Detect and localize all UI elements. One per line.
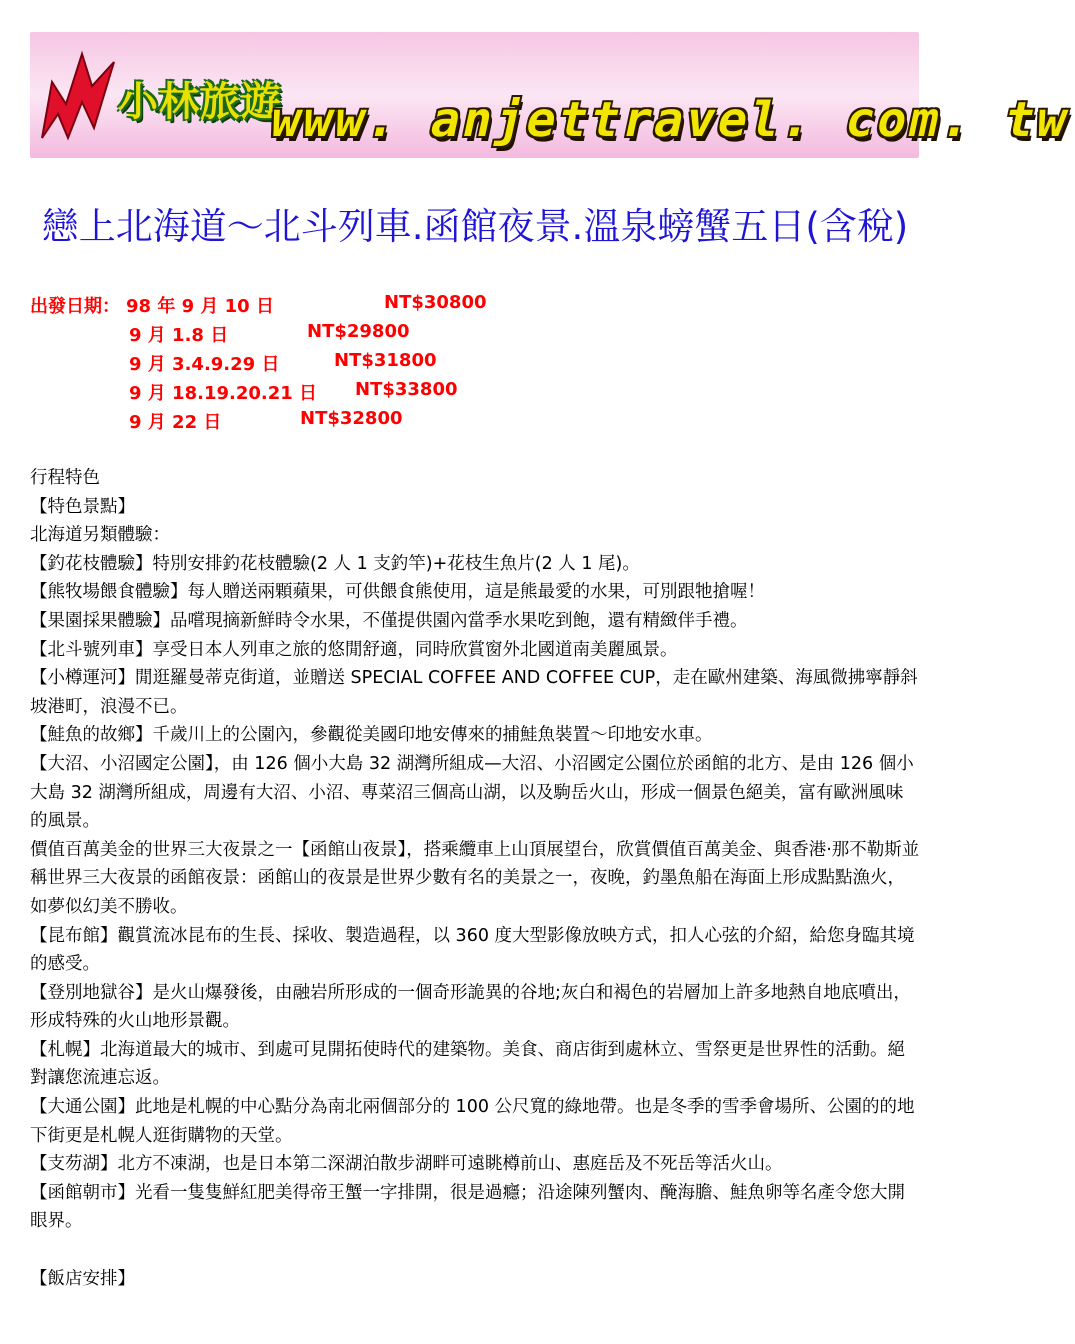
departure-date: 9 月 18.19.20.21 日	[129, 383, 318, 404]
departure-date: 9 月 1.8 日	[129, 325, 229, 346]
departure-price: NT$30800	[384, 292, 487, 313]
feature-item: 價值百萬美金的世界三大夜景之一【函館山夜景】，搭乘纜車上山頂展望台，欣賞價值百萬美金、與香港·那不勒斯並稱世界三大夜景的函館夜景：函館山的夜景是世界少數有名的美景之一，夜晚，釣墨魚船在海面上形成點點漁火，如夢似幻美不勝收。	[30, 839, 920, 917]
feature-heading: 【特色景點】	[30, 496, 135, 517]
feature-item: 【小樽運河】閒逛羅曼蒂克街道，並贈送 SPECIAL COFFEE AND COFFEE CUP，走在歐州建築、海風微拂寧靜斜坡港町，浪漫不已。	[30, 668, 918, 717]
feature-item: 【昆布館】觀賞流冰昆布的生長、採收、製造過程，以 360 度大型影像放映方式，扣人心弦的介紹，給您身臨其境的感受。	[30, 925, 915, 975]
feature-item: 【札幌】北海道最大的城市、到處可見開拓使時代的建築物。美食、商店街到處林立、雪祭更是世界性的活動。絕對讓您流連忘返。	[30, 1039, 905, 1089]
departure-price: NT$29800	[307, 321, 410, 342]
departure-price: NT$32800	[300, 408, 403, 429]
feature-item: 【果園採果體驗】品嚐現摘新鮮時令水果，不僅提供園內當季水果吃到飽，還有精緻伴手禮。	[30, 610, 748, 631]
intro-text: 北海道另類體驗：	[30, 525, 170, 546]
feature-item: 【釣花枝體驗】特別安排釣花枝體驗(2 人 1 支釣竿)+花枝生魚片(2 人 1 尾)。	[30, 553, 640, 574]
logo-text: 小林旅遊	[118, 79, 282, 125]
feature-item: 【大沼、小沼國定公園】，由 126 個小大島 32 湖灣所組成—大沼、小沼國定公園位於函館的北方、是由 126 個小大島 32 湖灣所組成，周邊有大沼、小沼、專菜沼三個高山湖，以及駒岳火山，形成一個景色絕美，富有歐洲風味的風景。	[30, 753, 914, 832]
logo-lightning-icon	[38, 42, 118, 148]
section-heading: 行程特色	[30, 468, 100, 488]
feature-item: 【登別地獄谷】是火山爆發後，由融岩所形成的一個奇形詭異的谷地;灰白和褐色的岩層加上許多地熱自地底噴出，形成特殊的火山地形景觀。	[30, 982, 911, 1032]
page-title: 戀上北海道～北斗列車.函館夜景.溫泉螃蟹五日(含稅)	[41, 204, 909, 248]
feature-item: 【函館朝市】光看一隻隻鮮紅肥美得帝王蟹一字排開，很是過癮；沿途陳列蟹肉、醃海膽、鮭魚卵等名產令您大開眼界。	[30, 1182, 905, 1232]
feature-item: 【鮭魚的故鄉】千歲川上的公園內，參觀從美國印地安傳來的捕鮭魚裝置～印地安水車。	[30, 725, 713, 746]
header-banner	[30, 32, 1075, 158]
hotel-heading: 【飯店安排】	[30, 1268, 135, 1289]
departure-date: 9 月 22 日	[129, 412, 222, 433]
feature-item: 【支芴湖】北方不凍湖，也是日本第二深湖泊散步湖畔可遠眺樽前山、惠庭岳及不死岳等活火山。	[30, 1154, 783, 1175]
feature-item: 【熊牧場餵食體驗】每人贈送兩顆蘋果，可供餵食熊使用，這是熊最愛的水果，可別跟牠搶喔！	[30, 582, 765, 603]
departure-price: NT$31800	[334, 350, 437, 371]
departure-date: 9 月 3.4.9.29 日	[129, 354, 280, 375]
departure-label: 出發日期：	[30, 296, 120, 317]
feature-item: 【北斗號列車】享受日本人列車之旅的悠閒舒適，同時欣賞窗外北國道南美麗風景。	[30, 639, 678, 660]
itinerary-content	[30, 464, 920, 1293]
departure-price: NT$33800	[355, 379, 458, 400]
departure-date: 98 年 9 月 10 日	[126, 296, 274, 317]
feature-item: 【大通公園】此地是札幌的中心點分為南北兩個部分的 100 公尺寬的綠地帶。也是冬季的雪季會場所、公園的的地下街更是札幌人逛街購物的天堂。	[30, 1097, 915, 1146]
site-url[interactable]: www. anjettravel. com. tw	[266, 92, 1075, 148]
spacer	[30, 1236, 920, 1265]
